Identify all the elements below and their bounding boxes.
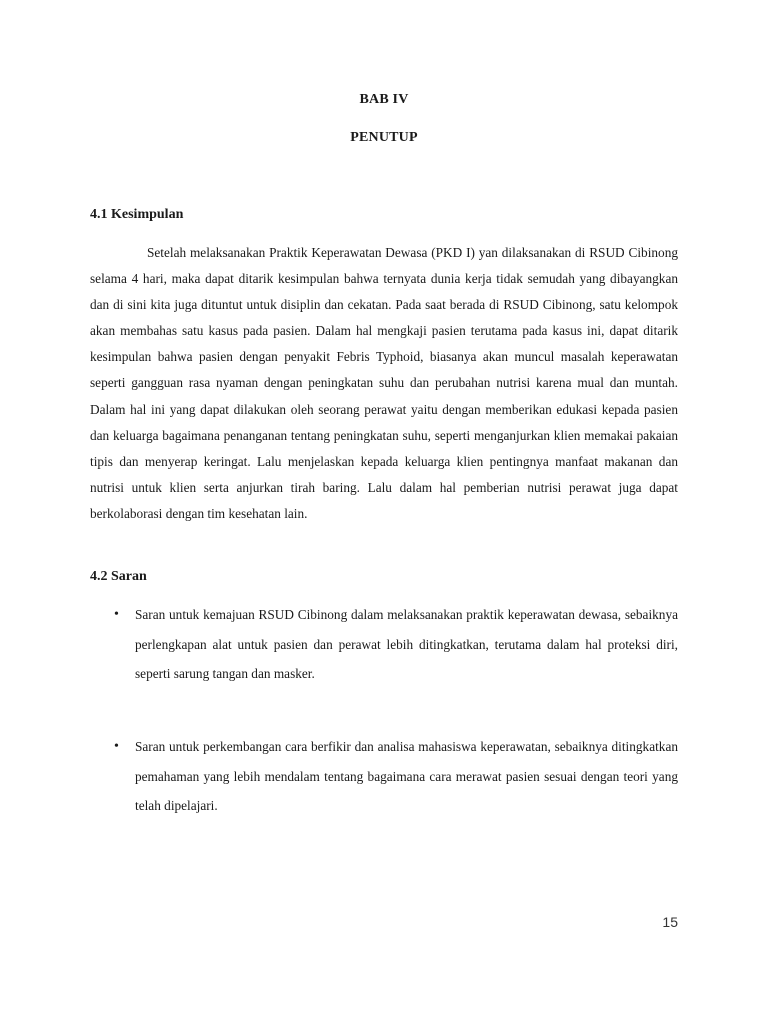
chapter-subtitle: PENUTUP <box>350 130 418 145</box>
chapter-title: BAB IV <box>359 92 409 107</box>
page-number: 15 <box>662 914 678 930</box>
section-heading-saran: 4.2 Saran <box>90 569 147 584</box>
bullet-icon: • <box>114 607 119 622</box>
conclusion-paragraph: Setelah melaksanakan Praktik Keperawatan Dewasa (PKD I) yan dilaksanakan di RSUD Cibinong selama 4 hari, maka dapat ditarik kesimpulan bahwa ternyata dunia kerja tidak semudah yang dibayangkan dan di sini kita juga dituntut untuk disiplin dan cekatan. Pada saat berada di RSUD Cibinong, satu kelompok akan membahas satu kasus pada pasien. Dalam hal mengkaji pasien terutama pada kasus ini, dapat ditarik kesimpulan bahwa pasien dengan penyakit Febris Typhoid, biasanya akan muncul masalah keperawatan seperti gangguan rasa nyaman dengan peningkatan suhu dan perubahan nutrisi karena mual dan muntah. Dalam hal ini yang dapat dilakukan oleh seorang perawat yaitu dengan memberikan edukasi kepada pasien dan keluarga bagaimana penanganan tentang peningkatan suhu, seperti menganjurkan klien memakai pakaian tipis dan menyerap keringat. Lalu menjelaskan kepada keluarga klien pentingnya manfaat makanan dan nutrisi untuk klien serta anjurkan tirah baring. Lalu dalam hal pemberian nutrisi perawat juga dapat berkolaborasi dengan tim kesehatan lain. <box>90 245 678 521</box>
section-heading-kesimpulan: 4.1 Kesimpulan <box>90 207 184 222</box>
saran-item-text: Saran untuk perkembangan cara berfikir dan analisa mahasiswa keperawatan, sebaiknya ditingkatkan pemahaman yang lebih mendalam tentang bagaimana cara merawat pasien sesuai dengan teori yang telah dipelajari. <box>135 739 678 813</box>
saran-item-text: Saran untuk kemajuan RSUD Cibinong dalam melaksanakan praktik keperawatan dewasa, sebaiknya perlengkapan alat untuk pasien dan perawat lebih ditingkatkan, terutama dalam hal proteksi diri, seperti sarung tangan dan masker. <box>135 607 678 681</box>
bullet-icon: • <box>114 739 119 754</box>
